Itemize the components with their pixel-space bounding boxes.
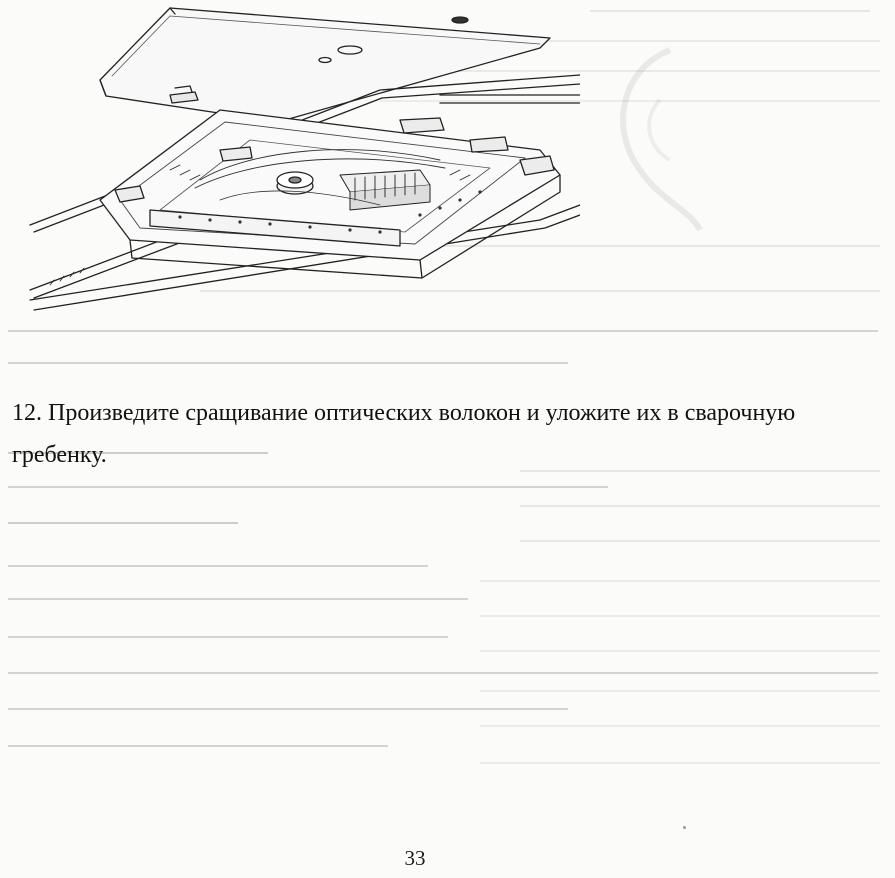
paper-speck bbox=[683, 826, 686, 829]
instruction-step-text: 12. Произведите сращивание оптических волокон и уложите их в сварочную гребенку. bbox=[12, 400, 796, 468]
splice-cassette-illustration-icon bbox=[20, 0, 580, 318]
page-number: 33 bbox=[404, 846, 426, 870]
